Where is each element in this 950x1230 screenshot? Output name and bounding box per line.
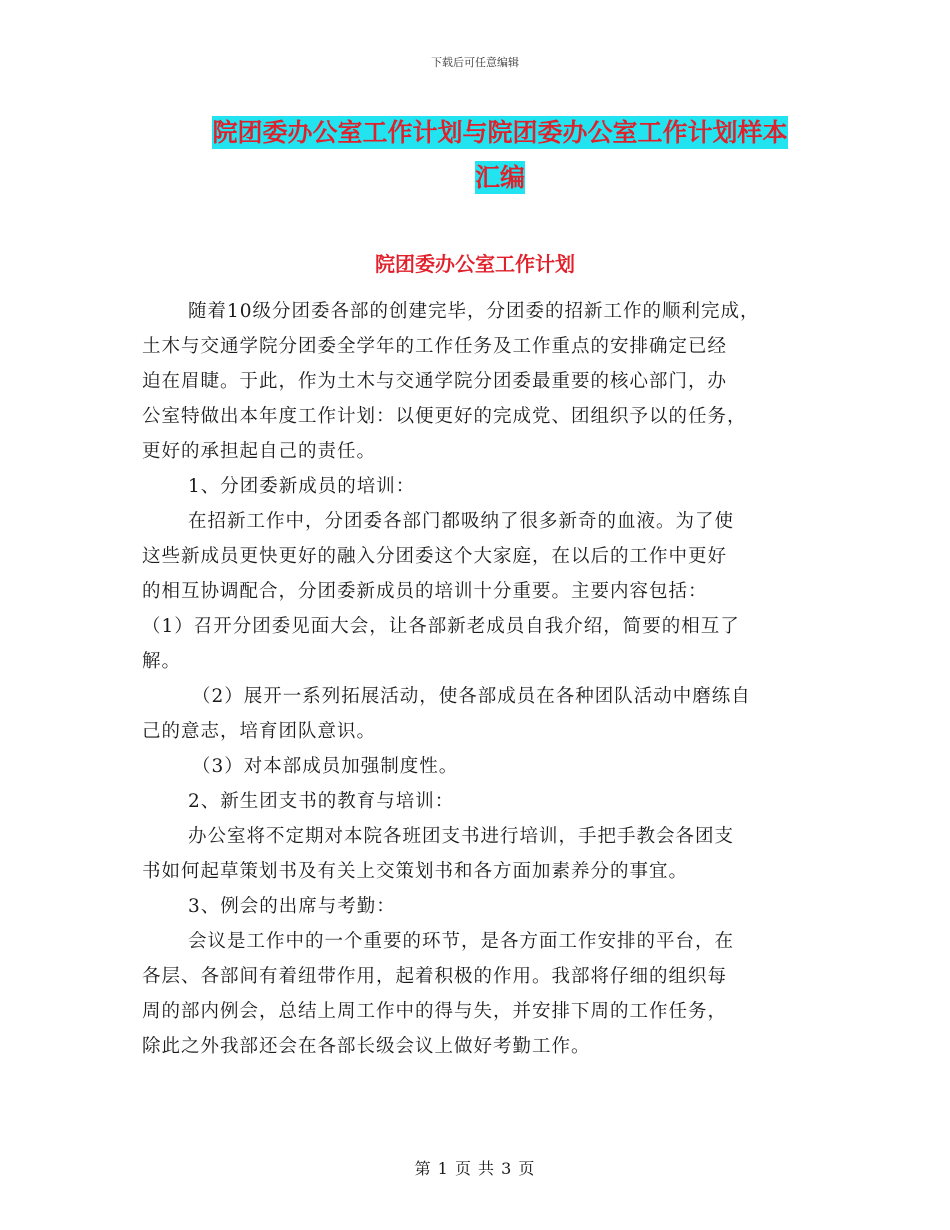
paragraph-line: 周的部内例会，总结上周工作中的得与失，并安排下周的工作任务，: [142, 1001, 728, 1022]
paragraph-line: 会议是工作中的一个重要的环节，是各方面工作安排的平台，在: [188, 931, 735, 952]
list-item-3: （3）对本部成员加强制度性。: [192, 756, 459, 777]
paragraph-line: 土木与交通学院分团委全学年的工作任务及工作重点的安排确定已经: [142, 336, 728, 357]
paragraph-line: 己的意志，培育团队意识。: [142, 721, 377, 742]
paragraph-line: 除此之外我部还会在各部长级会议上做好考勤工作。: [142, 1036, 591, 1057]
document-title: [140, 110, 860, 200]
header-note: 下载后可任意编辑: [431, 56, 519, 69]
list-item-1: （1）召开分团委见面大会，让各部新老成员自我介绍，简要的相互了: [142, 616, 740, 637]
paragraph-line: 随着10级分团委各部的创建完毕，分团委的招新工作的顺利完成，: [188, 301, 760, 322]
section-title: 院团委办公室工作计划: [375, 252, 575, 276]
paragraph-line: 在招新工作中，分团委各部门都吸纳了很多新奇的血液。为了使: [188, 511, 735, 532]
section-heading-1: 1、分团委新成员的培训：: [188, 476, 416, 497]
page-footer: 第 1 页 共 3 页: [414, 1159, 536, 1178]
section-heading-3: 3、例会的出席与考勤：: [188, 896, 396, 917]
document-title-line-2: 汇编: [474, 163, 525, 192]
paragraph-line: 这些新成员更快更好的融入分团委这个大家庭，在以后的工作中更好: [142, 546, 728, 567]
paragraph-line: 各层、各部间有着纽带作用，起着积极的作用。我部将仔细的组织每: [142, 966, 728, 987]
document-body: [142, 294, 832, 1064]
document-title-line-1: 院团委办公室工作计划与院团委办公室工作计划样本: [212, 118, 788, 147]
paragraph-line: 公室特做出本年度工作计划：以便更好的完成党、团组织予以的任务，: [142, 406, 747, 427]
paragraph-line: 办公室将不定期对本院各班团支书进行培训，手把手教会各团支: [188, 826, 735, 847]
paragraph-line: 迫在眉睫。于此，作为土木与交通学院分团委最重要的核心部门，办: [142, 371, 728, 392]
paragraph-line: 解。: [142, 651, 182, 672]
paragraph-line: 的相互协调配合，分团委新成员的培训十分重要。主要内容包括：: [142, 581, 708, 602]
list-item-2: （2）展开一系列拓展活动，使各部成员在各种团队活动中磨练自: [192, 686, 751, 707]
paragraph-line: 书如何起草策划书及有关上交策划书和各方面加素养分的事宜。: [142, 861, 689, 882]
section-heading-2: 2、新生团支书的教育与培训：: [188, 791, 455, 812]
paragraph-line: 更好的承担起自己的责任。: [142, 441, 377, 462]
